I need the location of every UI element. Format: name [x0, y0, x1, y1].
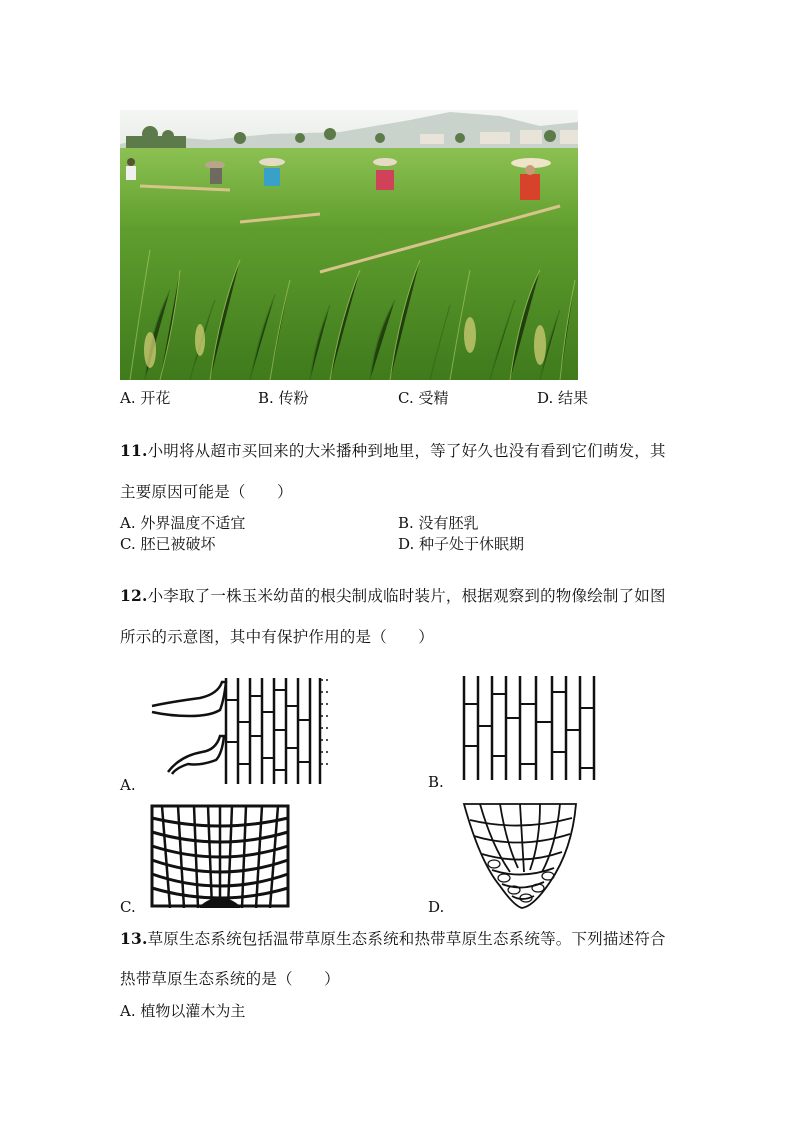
question-text: 小李取了一株玉米幼苗的根尖制成临时装片，根据观察到的物像绘制了如图: [147, 587, 666, 605]
q11-option-b: B. 没有胚乳: [398, 514, 479, 532]
option-a: A. 开花: [120, 389, 171, 407]
figure-a-root-hair-zone: [150, 676, 330, 786]
figure-d-label: D.: [428, 898, 445, 916]
figure-b-label: B.: [428, 773, 444, 791]
q11-option-a: A. 外界温度不适宜: [120, 514, 246, 532]
figure-a-label: A.: [120, 776, 136, 794]
question-13-line2: 热带草原生态系统的是（ ）: [120, 970, 340, 988]
question-11-line2: 主要原因可能是（ ）: [120, 483, 293, 501]
question-11-line1: [120, 440, 666, 462]
question-text: 小明将从超市买回来的大米播种到地里，等了好久也没有看到它们萌发，其: [147, 442, 666, 460]
option-b: B. 传粉: [258, 389, 309, 407]
question-number: 11.: [120, 441, 148, 460]
question-number: 13.: [120, 929, 148, 948]
figure-c-meristem-zone: [150, 804, 290, 908]
question-number: 12.: [120, 586, 148, 605]
q13-option-a: A. 植物以灌木为主: [120, 1002, 246, 1020]
q11-option-d: D. 种子处于休眠期: [398, 535, 525, 553]
q11-option-c: C. 胚已被破坏: [120, 535, 216, 553]
rice-field-photo: [120, 110, 578, 380]
question-13-line1: [120, 928, 666, 950]
option-d: D. 结果: [537, 389, 589, 407]
question-text: 草原生态系统包括温带草原生态系统和热带草原生态系统等。下列描述符合: [147, 930, 666, 948]
figure-c-label: C.: [120, 898, 136, 916]
question-12-line1: [120, 585, 666, 607]
figure-d-root-cap: [460, 802, 580, 912]
option-c: C. 受精: [398, 389, 449, 407]
question-12-line2: 所示的示意图，其中有保护作用的是（ ）: [120, 628, 435, 646]
figure-b-elongation-zone: [460, 674, 600, 782]
